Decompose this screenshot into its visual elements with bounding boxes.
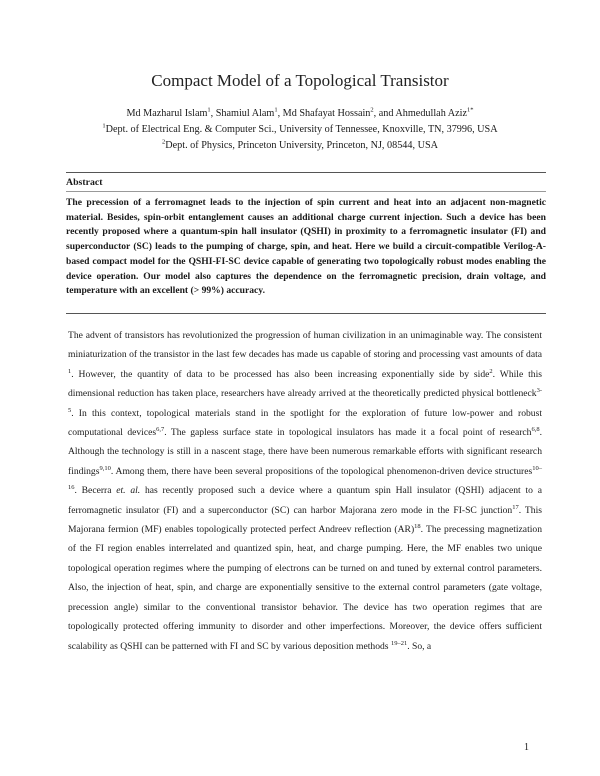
text-span: Dept. of Physics, Princeton University, Princeton, NJ, 08544, USA bbox=[165, 140, 438, 151]
et-al: et. al. bbox=[116, 485, 141, 497]
citation: 3-5 bbox=[68, 387, 542, 414]
author-block bbox=[0, 106, 600, 154]
text-span: 2 bbox=[162, 138, 166, 146]
text-span: . The precessing magnetization of the FI region enables interrelated and quantized spin, heat, and charge pumping. Here, the MF enables two unique topological operation regimes where the pumping of electrons can be turned on and tuned by external control parameters. Also, the injection of heat, spin, and charge are exponentially sensitive to the external control parameters (gate voltage, precession angle) similar to the conventional transistor behavior. The device has two operation regimes that are topologically protected offering immunity to disorder and other imperfections. Moreover, the device offers sufficient scalability as QSHI can be patterned with FI and SC by various deposition methods bbox=[68, 524, 542, 652]
author-name: , Md Shafayat Hossain bbox=[277, 108, 371, 119]
citation: 1 bbox=[68, 367, 72, 375]
text-span: The advent of transistors has revolutionized the progression of human civilization in an unimaginable way. The consistent miniaturization of the transistor in the last few decades has made us capable of storing and processing vast amounts of data bbox=[68, 330, 542, 361]
citation: 2 bbox=[489, 367, 493, 375]
text-span: has recently proposed such a device where a quantum spin Hall insulator (QSHI) adjacent to a ferromagnetic insulator (FI) and a superconductor (SC) can harbor Majorana zero mode in the FI-SC junction bbox=[68, 485, 542, 516]
citation: 9,10 bbox=[99, 464, 111, 472]
text-span: Dept. of Electrical Eng. & Computer Sci., University of Tennessee, Knoxville, TN, 37996, USA bbox=[105, 124, 498, 135]
citation: 19–21 bbox=[390, 639, 408, 647]
author-name: Md Mazharul Islam bbox=[126, 108, 208, 119]
citation: 6,7 bbox=[156, 425, 165, 433]
text-span: . Although the technology is still in a nascent stage, there have been numerous remarkable efforts with significant research findings bbox=[68, 427, 542, 477]
author-name: , Shamiul Alam bbox=[210, 108, 275, 119]
text-span: . Becerra bbox=[74, 485, 117, 497]
text-span: . Among them, there have been several propositions of the topological phenomenon-driven device structures bbox=[110, 465, 533, 477]
abstract-heading: Abstract bbox=[66, 177, 103, 188]
citation: 18 bbox=[414, 522, 421, 530]
citation: 6,8 bbox=[531, 425, 540, 433]
abstract-text: The precession of a ferromagnet leads to the injection of spin current and heat into an adjacent non-magnetic material. Besides, spin-orbit entanglement causes an additional charge current injection. Such a device has been recently proposed where a quantum-spin hall insulator (QSHI) in proximity to a ferromagnetic insulator (FI) and superconductor (SC) leads to the pumping of charge, spin, and heat. Here we build a circuit-compatible Verilog-A-based compact model for the QSHI-FI-SC device capable of generating two topologically robust modes enabling the device operation. Our model also captures the dependence on the ferromagnetic precision, drain voltage, and temperature with an excellent (> 99%) accuracy. bbox=[66, 197, 546, 297]
text-span: 1 bbox=[102, 122, 106, 130]
author-list bbox=[0, 106, 600, 122]
text-span: . The gapless surface state in topological insulators has made it a focal point of research bbox=[164, 427, 532, 439]
page-number: 1 bbox=[524, 742, 529, 753]
paper-title: Compact Model of a Topological Transistor bbox=[151, 71, 449, 90]
affiliation-mark: 2 bbox=[370, 106, 374, 114]
author-name: , and Ahmedullah Aziz bbox=[373, 108, 468, 119]
text-span: . So, a bbox=[407, 640, 432, 652]
affiliation-2 bbox=[0, 138, 600, 154]
citation: 10–16 bbox=[68, 464, 542, 492]
body-paragraph bbox=[68, 326, 542, 656]
affiliation-mark: 1 bbox=[274, 106, 278, 114]
citation: 17 bbox=[512, 503, 519, 511]
text-span: . In this context, topological materials stand in the spotlight for the exploration of future low-power and robust computational devices bbox=[68, 407, 542, 439]
affiliation-mark: 1 bbox=[207, 106, 211, 114]
text-span: . This Majorana fermion (MF) enables topologically protected perfect Andreev reflection (AR) bbox=[68, 504, 542, 536]
affiliation-mark: 1* bbox=[467, 106, 474, 114]
text-span: . However, the quantity of data to be processed has also been increasing exponentially side by side bbox=[71, 368, 490, 380]
text-span: . While this dimensional reduction has taken place, researchers have already arrived at the theoretically predicted physical bottleneck bbox=[68, 368, 542, 400]
abstract-section bbox=[66, 172, 546, 314]
abstract-divider bbox=[66, 191, 546, 192]
affiliation-1 bbox=[0, 122, 600, 138]
